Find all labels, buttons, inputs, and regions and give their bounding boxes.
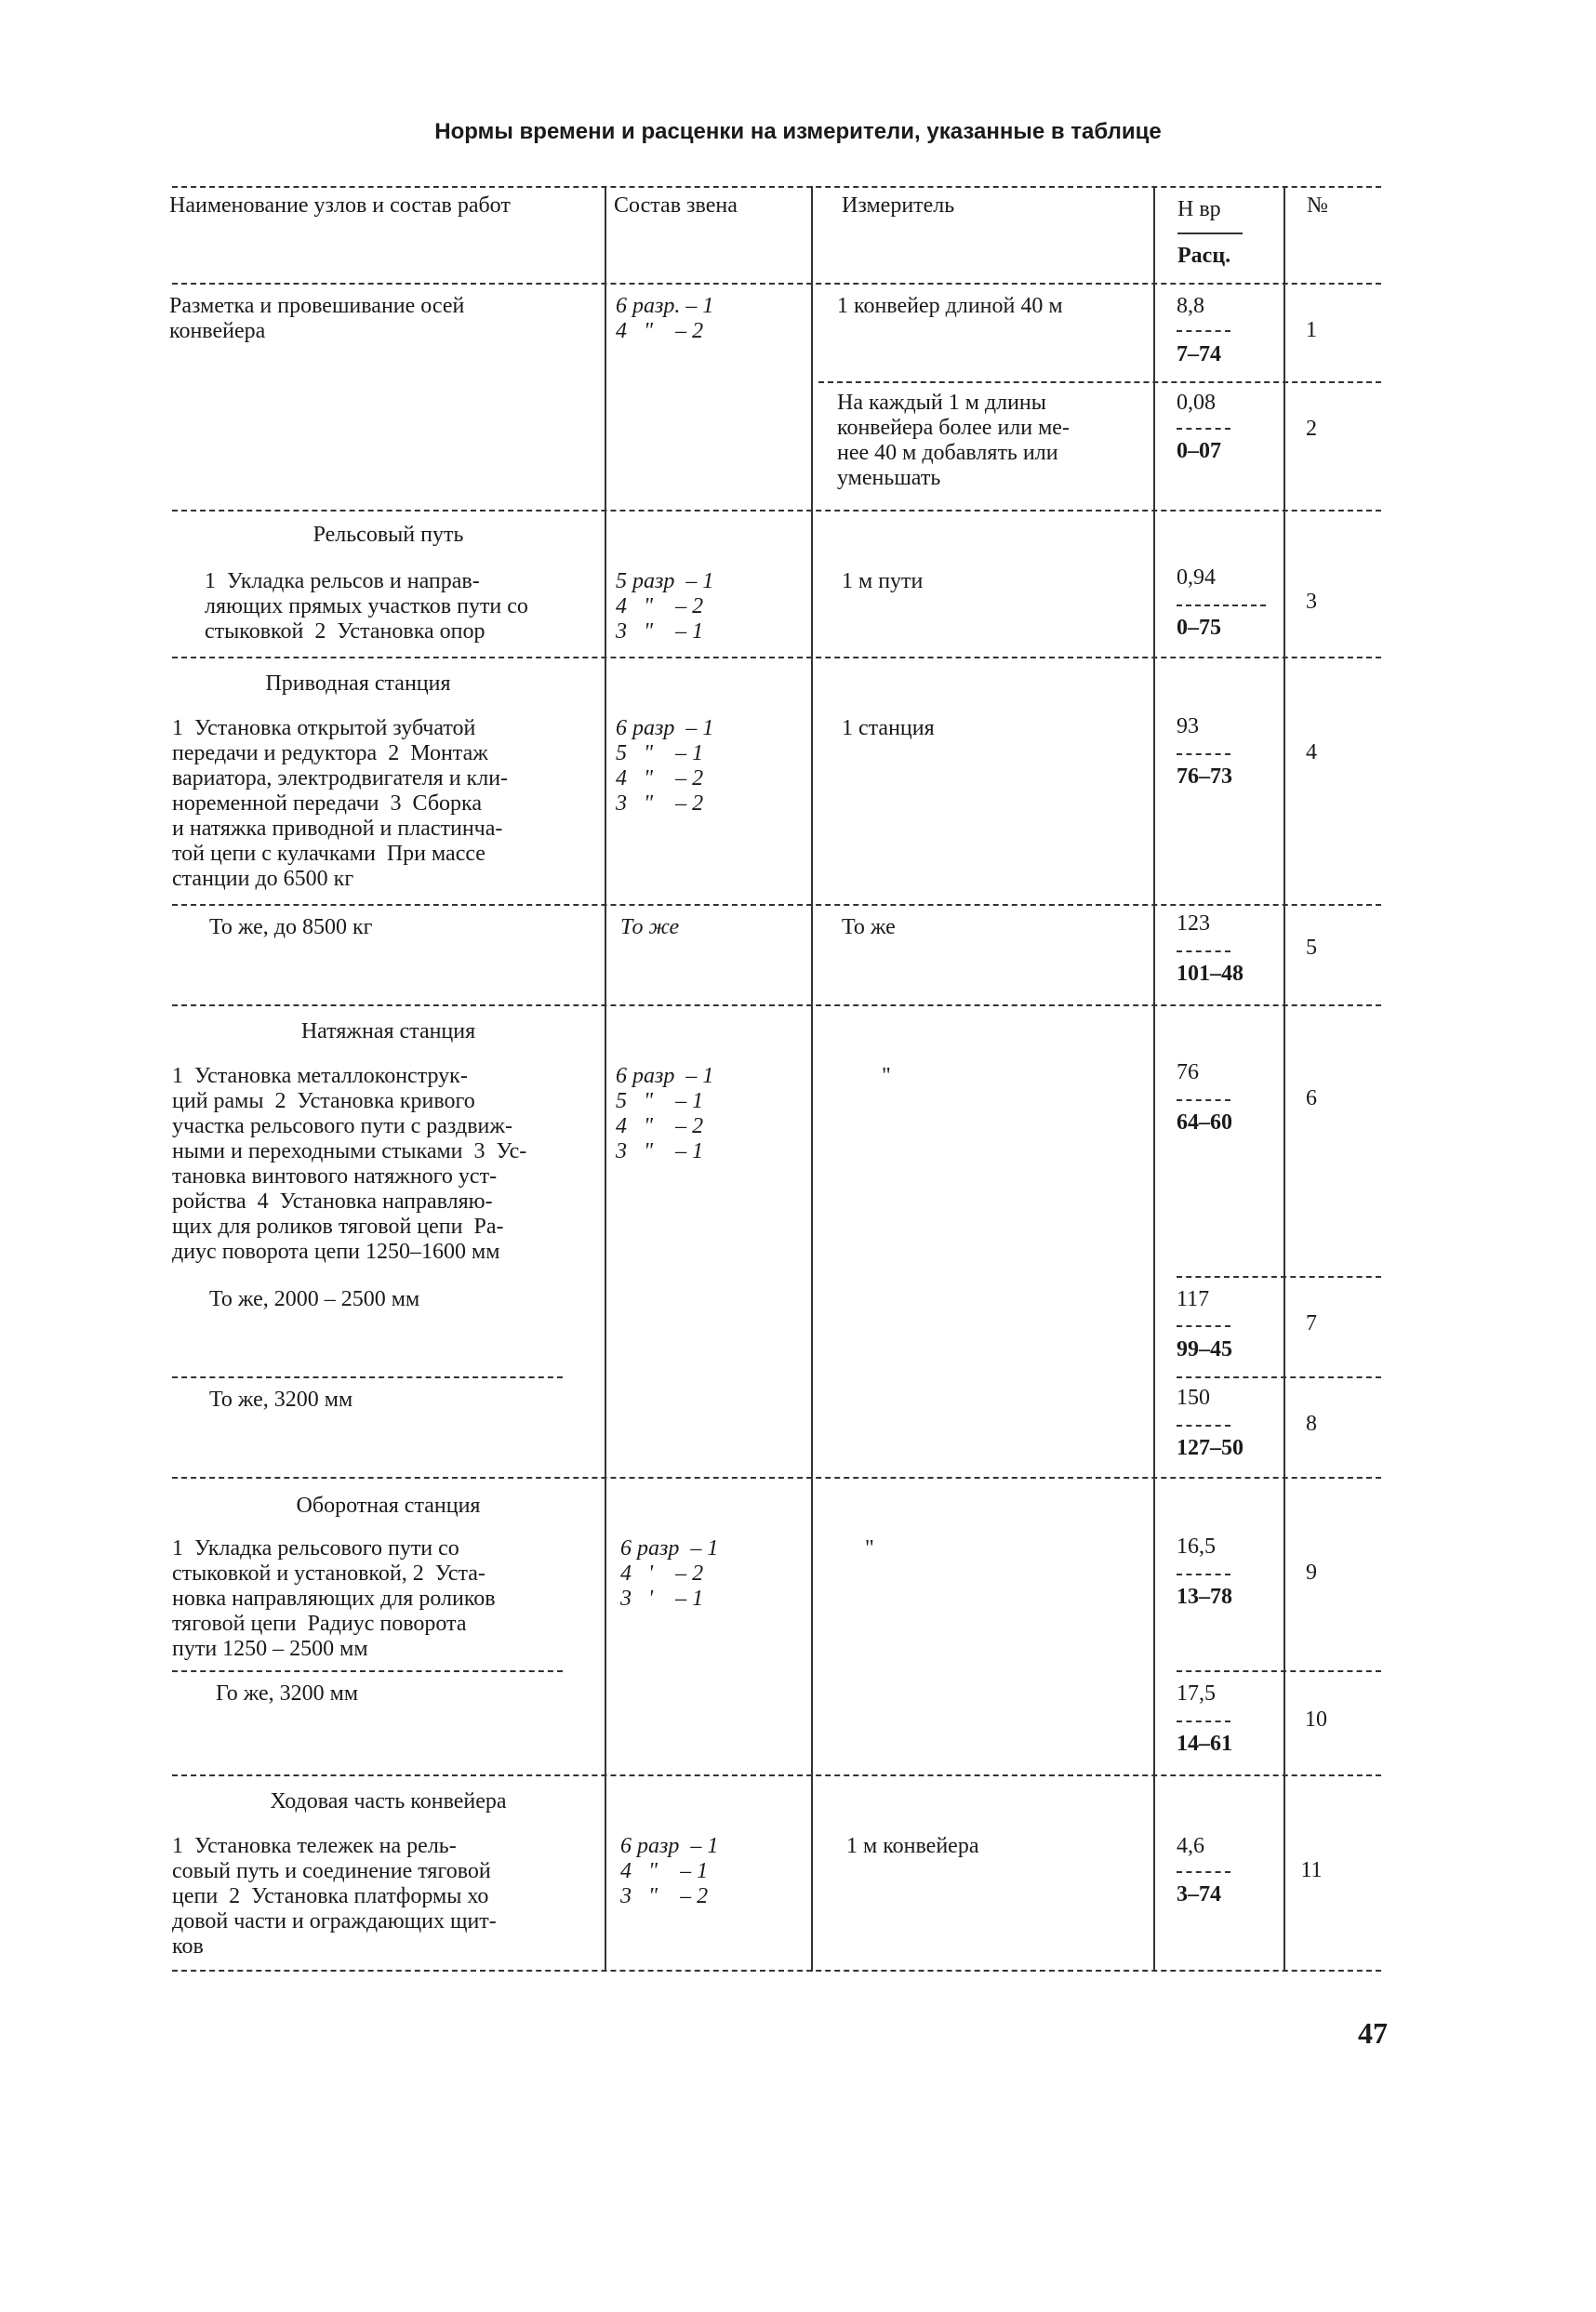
header-number: №: [1307, 193, 1328, 218]
row-4-nvr: 93: [1177, 714, 1199, 738]
row-4-rate: 76–73: [1177, 764, 1232, 789]
row-9-fraction: [1177, 1574, 1230, 1575]
header-name: Наименование узлов и состав работ: [169, 193, 511, 218]
row-5-desc: То же, до 8500 кг: [209, 915, 373, 939]
row-4-measure: 1 станция: [842, 716, 935, 740]
row-3-fraction: [1177, 605, 1266, 606]
row-5-rule: [172, 1004, 1381, 1006]
row-8-rate: 127–50: [1177, 1436, 1244, 1460]
row-6-num: 6: [1306, 1086, 1317, 1110]
row-9-rate: 13–78: [1177, 1585, 1232, 1609]
row-7-fraction: [1177, 1325, 1230, 1327]
row-5-fraction: [1177, 950, 1230, 952]
col-divider-1: [605, 186, 606, 1972]
row-5-nvr: 123: [1177, 911, 1210, 936]
row-1-desc: Разметка и провешивание осей конвейера: [169, 294, 465, 343]
row-5-measure: То же: [842, 915, 896, 939]
row-5-rate: 101–48: [1177, 962, 1244, 986]
row-2-rate: 0–07: [1177, 439, 1221, 463]
row-9-measure: ": [865, 1536, 874, 1561]
row-3-rule: [172, 657, 1381, 658]
row-6-rule: [1177, 1276, 1381, 1278]
row-11-rate: 3–74: [1177, 1882, 1221, 1907]
row-11-desc: 1 Установка тележек на рель- совый путь и соединение тяговой цепи 2 Установка платформы хо довой части и ограждающих щит- ков: [172, 1834, 497, 1959]
row-6-desc: 1 Установка металлоконструк- ций рамы 2 Установка кривого участка рельсового пути с раздвиж- ными и переходными стыками 3 Ус- тановка винтового натяжного уст- ройства 4 Установка направляю- щих для роликов тяговой цепи Ра- диус поворота цепи 1250–1600 мм: [172, 1064, 527, 1264]
row-3-desc: 1 Укладка рельсов и направ- ляющих прямых участков пути со стыковкой 2 Установка опор: [205, 569, 528, 644]
row-7-num: 7: [1306, 1311, 1317, 1335]
row-6-crew: 6 разр – 1 5 " – 1 4 " – 2 3 " – 1: [616, 1064, 714, 1163]
row-10-nvr: 17,5: [1177, 1681, 1216, 1706]
row-4-num: 4: [1306, 740, 1317, 764]
col-divider-2: [811, 186, 813, 1972]
row-11-nvr: 4,6: [1177, 1834, 1204, 1858]
row-1-measure: 1 конвейер длиной 40 м: [837, 294, 1063, 318]
row-9-rule-right: [1177, 1670, 1381, 1672]
col-divider-3: [1153, 186, 1155, 1972]
row-7-nvr: 117: [1177, 1287, 1210, 1311]
row-2-measure: На каждый 1 м длины конвейера более или ме- нее 40 м добавлять или уменьшать: [837, 391, 1070, 490]
col-divider-4: [1283, 186, 1285, 1972]
row-2-rule: [172, 510, 1381, 512]
row-1-nvr: 8,8: [1177, 294, 1204, 318]
row-7-rule-left: [172, 1376, 563, 1378]
row-8-nvr: 150: [1177, 1386, 1210, 1410]
row-3-measure: 1 м пути: [842, 569, 924, 593]
row-4-fraction: [1177, 753, 1230, 755]
row-11-crew: 6 разр – 1 4 " – 1 3 " – 2: [620, 1834, 719, 1908]
row-10-rule: [172, 1774, 1381, 1776]
row-1-fraction: [1177, 330, 1230, 332]
section-tension-station: Натяжная станция: [300, 1019, 476, 1043]
row-11-num: 11: [1300, 1858, 1323, 1882]
header-nvr-divider: [1177, 233, 1243, 234]
row-10-fraction: [1177, 1721, 1230, 1722]
table-bottom-rule: [172, 1970, 1381, 1972]
section-drive-station: Приводная станция: [265, 671, 451, 696]
row-3-nvr: 0,94: [1177, 565, 1216, 590]
section-turn-station: Оборотная станция: [296, 1494, 481, 1518]
row-4-crew: 6 разр – 1 5 " – 1 4 " – 2 3 " – 2: [616, 716, 714, 816]
row-7-desc: То же, 2000 – 2500 мм: [209, 1287, 420, 1311]
row-2-nvr: 0,08: [1177, 391, 1216, 415]
section-rail-track: Рельсовый путь: [313, 523, 464, 547]
row-8-fraction: [1177, 1425, 1230, 1427]
row-5-num: 5: [1306, 936, 1317, 960]
row-1-rule: [818, 381, 1381, 383]
row-3-crew: 5 разр – 1 4 " – 2 3 " – 1: [616, 569, 714, 644]
page-number: 47: [1358, 2016, 1388, 2050]
row-7-rule-right: [1177, 1376, 1381, 1378]
row-6-nvr: 76: [1177, 1060, 1199, 1084]
row-8-num: 8: [1306, 1412, 1317, 1436]
row-9-num: 9: [1306, 1561, 1317, 1585]
row-11-fraction: [1177, 1871, 1230, 1873]
row-1-crew: 6 разр. – 1 4 " – 2: [616, 294, 714, 343]
row-9-rule-left: [172, 1670, 563, 1672]
row-9-nvr: 16,5: [1177, 1535, 1216, 1559]
page-title: Нормы времени и расценки на измерители, указанные в таблице: [434, 119, 1162, 144]
row-9-desc: 1 Укладка рельсового пути со стыковкой и установкой, 2 Уста- новка направляющих для роликов тяговой цепи Радиус поворота пути 1250 – 2500 мм: [172, 1536, 496, 1661]
row-9-crew: 6 разр – 1 4 ' – 2 3 ' – 1: [620, 1536, 719, 1611]
row-3-rate: 0–75: [1177, 616, 1221, 640]
row-11-measure: 1 м конвейера: [846, 1834, 979, 1858]
header-crew: Состав звена: [614, 193, 738, 218]
header-nvr: Н вр: [1177, 197, 1221, 221]
row-1-rate: 7–74: [1177, 342, 1221, 366]
section-conveyor-carriage: Ходовая часть конвейера: [270, 1789, 507, 1814]
row-10-desc: Го же, 3200 мм: [216, 1681, 359, 1706]
row-8-desc: То же, 3200 мм: [209, 1388, 353, 1412]
row-2-fraction: [1177, 428, 1230, 430]
row-5-crew: То же: [620, 915, 680, 939]
row-6-fraction: [1177, 1099, 1230, 1101]
row-4-desc: 1 Установка открытой зубчатой передачи и редуктора 2 Монтаж вариатора, электродвигателя и кли- ноременной передачи 3 Сборка и натяжка приводной и пластинча- той цепи с кулачками При массе станции до 6500 кг: [172, 716, 509, 891]
row-10-num: 10: [1305, 1707, 1327, 1732]
header-rate: Расц.: [1177, 244, 1231, 268]
row-3-num: 3: [1306, 590, 1317, 614]
table-top-rule: [172, 186, 1381, 188]
header-measure: Измеритель: [842, 193, 955, 218]
row-4-rule: [172, 904, 1381, 906]
row-10-rate: 14–61: [1177, 1732, 1232, 1756]
row-6-rate: 64–60: [1177, 1110, 1232, 1135]
header-bottom-rule: [172, 283, 1381, 285]
row-6-measure: ": [882, 1064, 891, 1088]
row-8-rule: [172, 1477, 1381, 1479]
row-7-rate: 99–45: [1177, 1337, 1232, 1362]
row-1-num: 1: [1306, 318, 1317, 342]
row-2-num: 2: [1306, 417, 1317, 441]
